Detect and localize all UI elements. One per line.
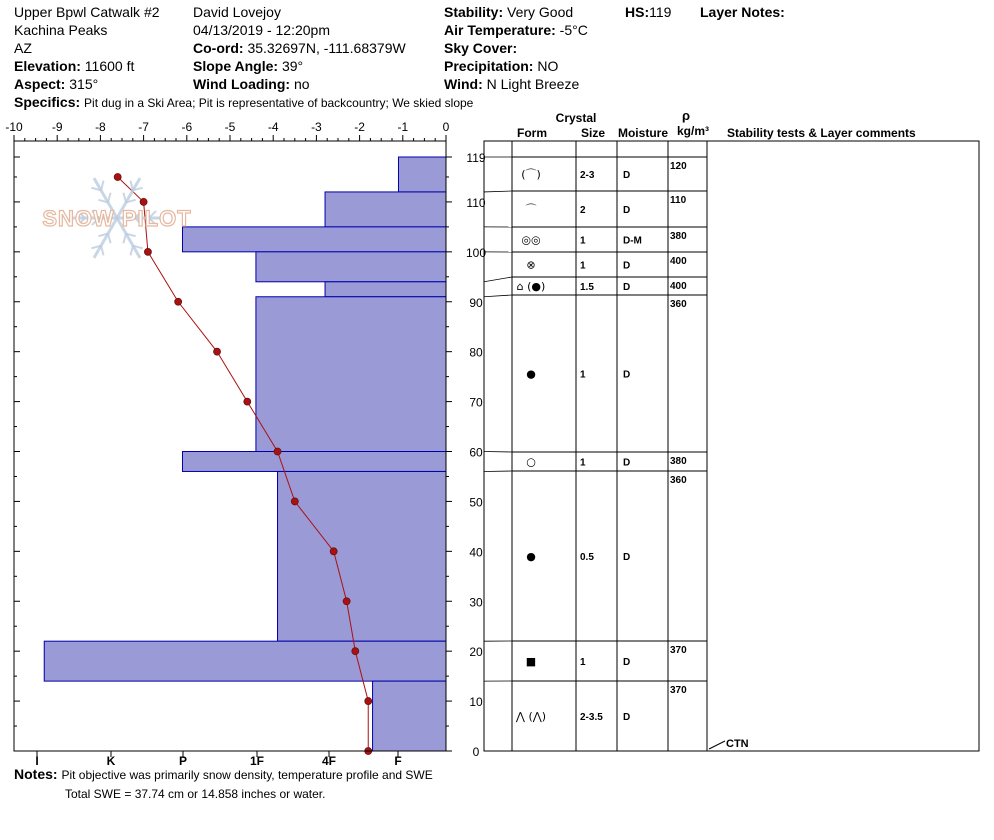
hardness-bar: [325, 282, 446, 297]
temperature-point: [291, 498, 298, 505]
snowpilot-watermark: [42, 178, 191, 258]
layer-density: 370: [670, 645, 687, 656]
height-tick-label: 30: [469, 595, 483, 610]
hardness-bar: [325, 192, 446, 227]
layer-density: 120: [670, 161, 687, 172]
state: AZ: [14, 40, 32, 56]
temperature-point: [114, 173, 121, 180]
hardness-bar: [182, 452, 446, 472]
hardness-tick-label: I: [35, 754, 39, 768]
temperature-point: [140, 198, 147, 205]
layer-size: 1: [580, 457, 586, 469]
layer-connector: [484, 295, 512, 297]
layer-size: 1: [580, 369, 586, 381]
layer-form: ⌒: [525, 203, 537, 216]
layer-moisture: D: [623, 657, 631, 668]
height-tick-label: 100: [465, 245, 487, 260]
layer-form: ○: [526, 455, 536, 469]
temperature-point: [352, 648, 359, 655]
layer-size: 0.5: [580, 552, 594, 563]
hardness-bar: [44, 641, 446, 681]
height-tick-label: 90: [469, 295, 483, 310]
slope-angle: Slope Angle: 39°: [193, 58, 304, 74]
layer-moisture: D: [623, 369, 631, 381]
layer-size: 2-3: [580, 170, 595, 181]
layer-density: 400: [670, 256, 687, 267]
temp-tick-label: -1: [397, 120, 409, 134]
layer-density: 110: [670, 195, 687, 206]
layer-connector: [484, 277, 512, 282]
layer-size: 1.5: [580, 282, 594, 293]
layer-notes-label: Layer Notes:: [700, 4, 785, 20]
height-tick-label: 60: [469, 445, 483, 460]
layer-moisture: D: [623, 282, 631, 293]
notes: Notes: Pit objective was primarily snow density, temperature profile and SWE: [14, 766, 433, 782]
density-header: kg/m³: [676, 124, 710, 138]
snowflake-branch: [108, 193, 111, 203]
snowflake-branch: [108, 234, 111, 244]
layer-form: ⋀ (⋀): [515, 710, 547, 723]
stability: Stability: Very Good: [444, 4, 574, 20]
height-tick-label: 10: [469, 695, 483, 710]
temp-tick-label: -3: [311, 120, 322, 134]
layer-moisture: D: [623, 552, 631, 563]
layer-size: 2-3.5: [580, 712, 603, 723]
wind: Wind: N Light Breeze: [444, 76, 580, 92]
layer-form: ◎◎: [521, 233, 541, 247]
wind-loading: Wind Loading: no: [193, 76, 310, 92]
snowflake-branch: [101, 246, 104, 256]
layer-form: ■: [525, 655, 537, 668]
layer-form: ⊗: [526, 258, 536, 272]
snowflake-branch: [130, 181, 133, 191]
height-tick-label: 50: [469, 495, 483, 510]
temp-tick-label: -6: [181, 120, 193, 134]
hardness-bar: [256, 252, 446, 282]
hardness-bar: [398, 157, 446, 192]
layer-moisture: D-M: [623, 235, 642, 247]
air-temperature: Air Temperature: -5°C: [444, 22, 588, 38]
layer-size: 1: [580, 657, 586, 668]
crystal-header: Crystal: [555, 111, 597, 125]
hardness-tick-label: K: [106, 754, 116, 768]
hardness-tick-label: 1F: [249, 754, 265, 768]
layer-moisture: D: [623, 260, 631, 272]
snowflake-branch: [123, 234, 126, 244]
snowflake-branch: [101, 181, 104, 191]
comments-header: Stability tests & Layer comments: [727, 126, 916, 140]
hardness-bars: [44, 157, 446, 751]
snowflake-branch: [130, 246, 133, 256]
layer-size: 2: [580, 205, 586, 216]
size-header: Size: [580, 126, 606, 140]
hardness-bar: [256, 297, 446, 452]
hardness-tick-label: 4F: [321, 754, 337, 768]
temp-tick-label: -7: [138, 120, 149, 134]
height-tick-label: 0: [472, 745, 480, 759]
height-tick-label: 110: [466, 195, 486, 210]
datetime: 04/13/2019 - 12:20pm: [193, 22, 330, 38]
height-tick-label: 119: [466, 151, 486, 165]
snowflake-branch: [123, 193, 126, 203]
layer-form: ⌂ (●): [516, 280, 546, 293]
total-height: HS:119: [625, 4, 672, 20]
layer-table: [484, 108, 979, 751]
layer-moisture: D: [623, 205, 631, 216]
height-tick-label: 80: [469, 345, 483, 360]
layer-moisture: D: [623, 712, 631, 723]
layer-connector: [484, 191, 512, 192]
hardness-bar: [278, 471, 446, 641]
temperature-point: [343, 598, 350, 605]
range-name: Kachina Peaks: [14, 22, 108, 38]
sky-cover: Sky Cover:: [444, 40, 518, 56]
form-header: Form: [517, 126, 547, 140]
temperature-point: [144, 248, 151, 255]
hardness-bar: [182, 227, 446, 252]
layer-form: (⌒): [521, 168, 541, 181]
layer-size: 1: [580, 235, 586, 247]
rho-header: ρ: [681, 108, 691, 123]
temp-tick-label: -5: [224, 120, 236, 134]
temperature-point: [365, 698, 372, 705]
temperature-point: [214, 348, 221, 355]
notes-swe: Total SWE = 37.74 cm or 14.858 inches or water.: [65, 787, 326, 801]
temp-tick-label: -8: [95, 120, 106, 134]
layer-form: ●: [526, 367, 536, 381]
temperature-point: [274, 448, 281, 455]
temperature-point: [244, 398, 251, 405]
table-frame: [484, 141, 979, 751]
hardness-tick-label: F: [394, 754, 402, 768]
coordinates: Co-ord: 35.32697N, -111.68379W: [193, 40, 406, 56]
test-marker-line: [709, 741, 725, 749]
layer-density: 370: [670, 685, 687, 696]
temperature-point: [330, 548, 337, 555]
temp-tick-label: -4: [267, 120, 279, 134]
moisture-header: Moisture: [617, 126, 669, 140]
specifics: Specifics: Pit dug in a Ski Area; Pit is representative of backcountry; We skied slope: [14, 94, 474, 110]
stability-test-label: CTN: [726, 738, 749, 750]
temp-tick-label: -9: [51, 120, 63, 134]
layer-density: 360: [670, 475, 687, 486]
temp-tick-label: 0: [442, 120, 450, 134]
height-tick-label: 40: [469, 545, 483, 560]
layer-moisture: D: [623, 170, 631, 181]
watermark-text: SNOW PILOT: [42, 206, 192, 231]
height-tick-label: 20: [469, 645, 483, 660]
layer-form: ●: [526, 550, 536, 563]
layer-density: 380: [670, 456, 687, 467]
layer-density: 400: [670, 281, 687, 292]
layer-moisture: D: [623, 457, 631, 469]
height-tick-label: 70: [469, 395, 483, 410]
elevation: Elevation: 11600 ft: [14, 58, 135, 74]
temperature-point: [175, 298, 182, 305]
layer-density: 360: [670, 299, 687, 310]
precipitation: Precipitation: NO: [444, 58, 559, 74]
hardness-bar: [373, 681, 446, 751]
temp-tick-label: -2: [354, 120, 365, 134]
layer-size: 1: [580, 260, 586, 272]
aspect: Aspect: 315°: [14, 76, 99, 92]
site-name: Upper Bpwl Catwalk #2: [14, 4, 160, 20]
hardness-tick-label: P: [178, 754, 188, 768]
temp-tick-label: -10: [5, 120, 23, 134]
layer-density: 380: [670, 231, 687, 242]
observer: David Lovejoy: [193, 4, 281, 20]
